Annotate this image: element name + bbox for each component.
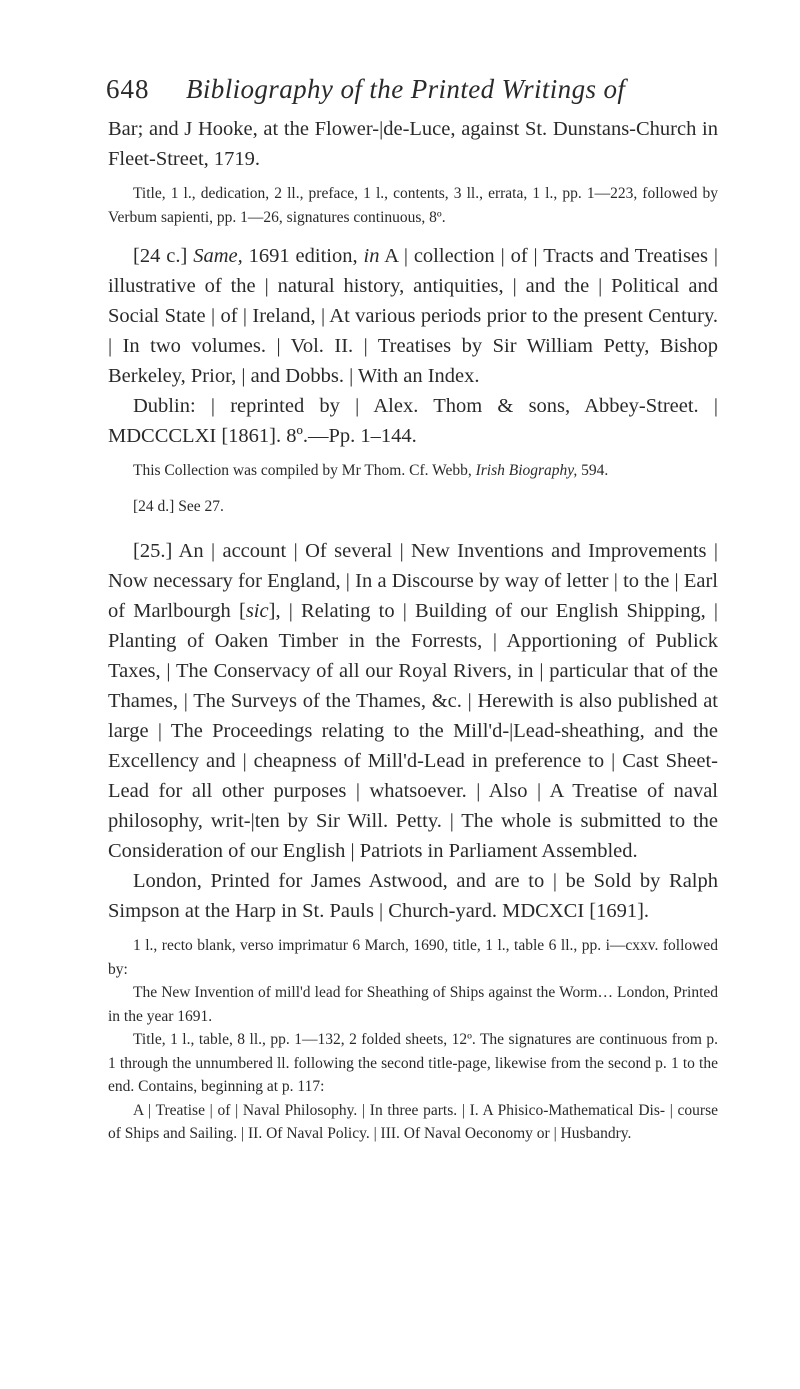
- document-page: [108, 72, 718, 1146]
- in-italic: in: [363, 245, 380, 267]
- collation-note-25: 1 l., recto blank, verso imprimatur 6 March, 1690, title, 1 l., table 6 ll., pp. i—cxxv. followed by:: [108, 937, 718, 978]
- running-head: [108, 72, 718, 114]
- imprint-24c: Dublin: | reprinted by | Alex. Thom & sons, Abbey-Street. | MDCCCLXI [1861]. 8º.—Pp. 1–144.: [108, 395, 718, 447]
- same-italic: Same,: [193, 245, 243, 267]
- entry-label: [24 c.]: [133, 245, 188, 267]
- note-24c: This Collection was compiled by Mr Thom. Cf. Webb, Irish Biography, 594.: [133, 462, 609, 479]
- entry-25-title-a: [25.] An | account | Of several | New Inventions and Improvements | Now necessary for England, | In a Discourse by way of letter | to the | Earl of Marlbourgh: [108, 540, 718, 622]
- entry-25-title-b: , | Relating to | Building of our English Shipping, | Planting of Oaken Timber in the Forrests, | Apportioning of Publick Taxes, | The Conservacy of all our Royal Rivers, in | particular that of the Thames, | The Surveys of the Thames, &c. | Herewith is also published at large | The Proceedings relating to the Mill'd-|Lead-sheathing, and the Excellency and | cheapness of Mill'd-Lead in preference to | Cast Sheet-Lead for all other purposes | whatsoever. | Also | A Treatise of naval philosophy, writ-|ten by Sir Will. Petty. | The whole is submitted to the Consideration of our English | Patriots in Parliament Assembled.: [108, 600, 719, 862]
- collation-note-24b: Title, 1 l., dedication, 2 ll., preface, 1 l., contents, 3 ll., errata, 1 l., pp. 1—223, followed by Verbum sapienti, pp. 1—26, signatures continuous, 8º.: [108, 185, 718, 226]
- entry-24d: [24 d.] See 27.: [133, 497, 224, 515]
- collation-note-25b: Title, 1 l., table, 8 ll., pp. 1—132, 2 folded sheets, 12º. The signatures are continuous from p. 1 through the unnumbered ll. following the second title-page, likewise from the second p. 1 to the end. Contains, beginning at p. 117:: [108, 1031, 718, 1095]
- work-title-italic: Irish Biography,: [475, 462, 578, 479]
- running-title: Bibliography of the Printed Writings of: [186, 74, 626, 104]
- entry-24b-continuation: Bar; and J Hooke, at the Flower-|de-Luce, against St. Dunstans-Church in Fleet-Street, 1719.: [108, 118, 718, 170]
- imprint-25: London, Printed for James Astwood, and are to | be Sold by Ralph Simpson at the Harp in St. Pauls | Church-yard. MDCXCI [1691].: [108, 870, 718, 922]
- entry-title: A | collection | of | Tracts and Treatises | illustrative of the | natural history, antiquities, | and the | Political and Social State | of | Ireland, | At various periods prior to the present Century. | In two volumes. | Vol. II. | Treatises by Sir William Petty, Bishop Berkeley, Prior, | and Dobbs. | With an Index.: [108, 245, 719, 387]
- sic-italic: sic: [245, 600, 269, 622]
- contents-note: A | Treatise | of | Naval Philosophy. | In three parts. | I. A Phisico-Mathematical Dis- | course of Ships and Sailing. | II. Of Naval Policy. | III. Of Naval Oeconomy or | Husbandry.: [108, 1101, 718, 1142]
- page-number: 648: [106, 74, 150, 104]
- entry-24c: [24 c.] Same, 1691 edition, in A | collection | of | Tracts and Treatises | illustrative of the | natural history, antiquities, | and the | Political and Social State | of | Ireland, | At various periods prior to the present Century. | In two volumes. | Vol. II. | Treatises by Sir William Petty, Bishop Berkeley, Prior, | and Dobbs. | With an Index.: [108, 245, 719, 387]
- followed-by-note: The New Invention of mill'd lead for Sheathing of Ships against the Worm… London, Printed in the year 1691.: [108, 984, 718, 1025]
- entry-25: [25.] An | account | Of several | New Inventions and Improvements | Now necessary for England, | In a Discourse by way of letter | to the | Earl of Marlbourgh [sic], | Relating to | Building of our English Shipping, | Planting of Oaken Timber in the Forrests, | Apportioning of Publick Taxes, | The Conservacy of all our Royal Rivers, in | particular that of the Thames, | The Surveys of the Thames, &c. | Herewith is also published at large | The Proceedings relating to the Mill'd-|Lead-sheathing, and the Excellency and | cheapness of Mill'd-Lead in preference to | Cast Sheet-Lead for all other purposes | whatsoever. | Also | A Treatise of naval philosophy, writ-|ten by Sir Will. Petty. | The whole is submitted to the Consideration of our English | Patriots in Parliament Assembled.: [108, 540, 719, 862]
